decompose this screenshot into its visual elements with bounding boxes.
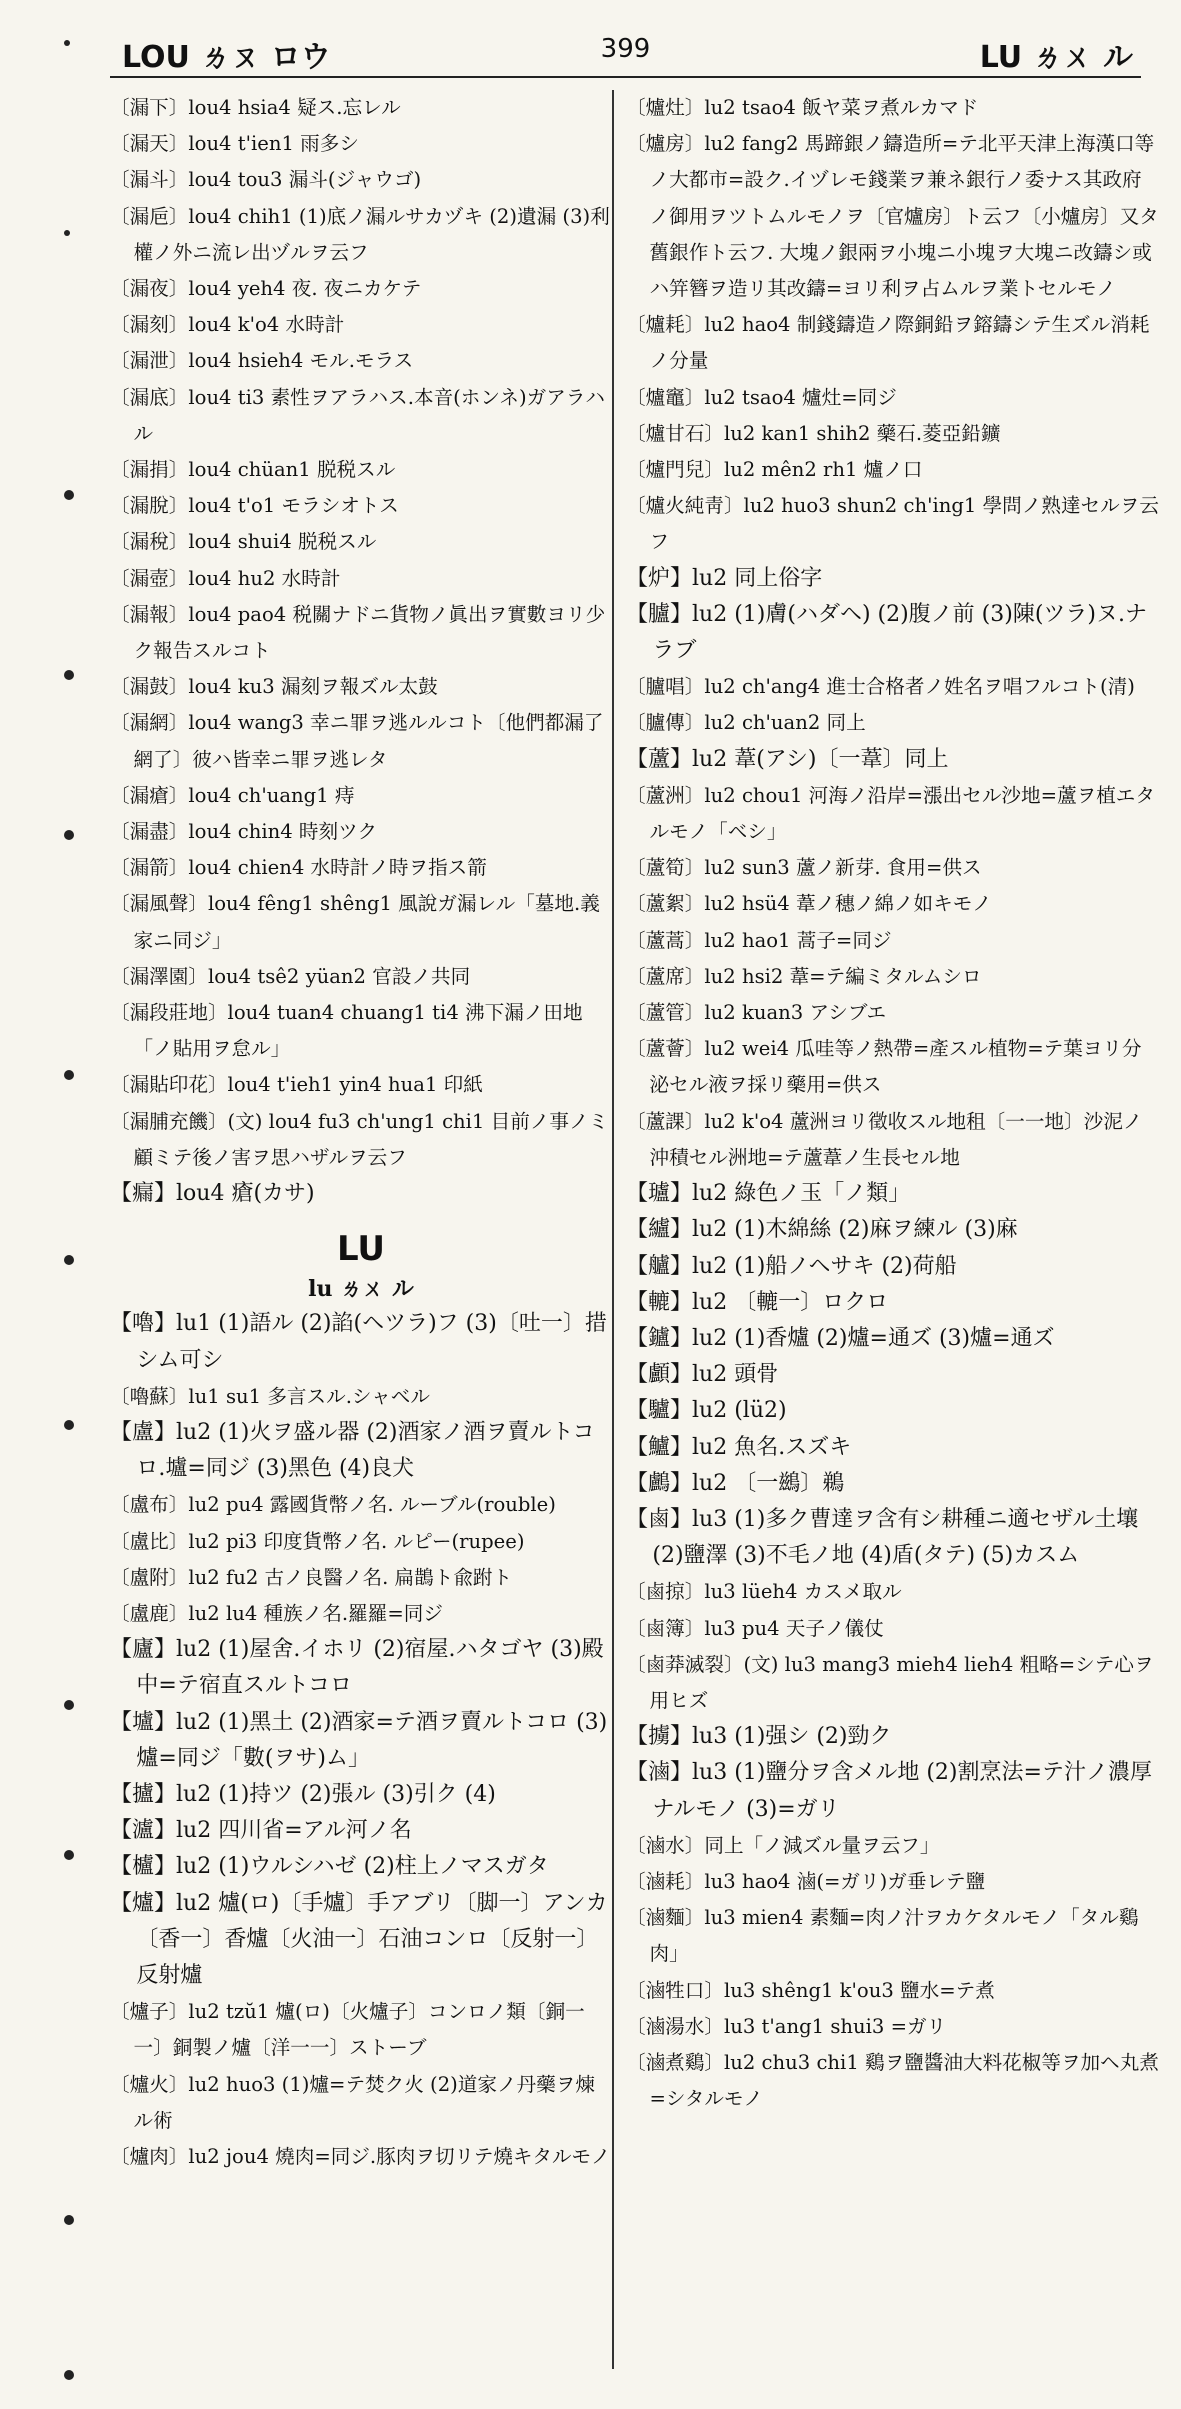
dictionary-entry: 〔盧附〕lu2 fu2 古ノ良醫ノ名. 扁鵲ト兪跗ト bbox=[110, 1565, 513, 1589]
headword-entry: 【蘆】lu2 葦(アシ)〔一葦〕同上 bbox=[626, 746, 949, 772]
dictionary-entry: 〔漏報〕lou4 pao4 税關ナドニ貨物ノ眞出ヲ實數ヨリ少ク報告スルコト bbox=[110, 602, 606, 663]
dictionary-entry: 〔蘆蒿〕lu2 hao1 蒿子=同ジ bbox=[626, 928, 892, 952]
dictionary-entry: 〔盧布〕lu2 pu4 露國貨幣ノ名. ルーブル(rouble) bbox=[110, 1493, 556, 1517]
dictionary-entry: 〔滷麵〕lu3 mien4 素麵=肉ノ汁ヲカケタルモノ「タル鷄肉」 bbox=[626, 1906, 1139, 1966]
dictionary-entry: 〔蘆薈〕lu2 wei4 瓜哇等ノ熱帶=產スル植物=テ葉ヨリ分泌セル液ヲ採リ藥用=供ス bbox=[626, 1037, 1142, 1097]
dictionary-entry: 〔漏斗〕lou4 tou3 漏斗(ジャウゴ) bbox=[110, 168, 422, 192]
dictionary-entry: 〔滷水〕同上「ノ減ズル量ヲ云フ」 bbox=[626, 1833, 940, 1857]
headword-entry: 【瓐】lu2 綠色ノ玉「ノ類」 bbox=[626, 1181, 911, 1207]
dictionary-entry: 〔漏段莊地〕lou4 tuan4 chuang1 ti4 沸下漏ノ田地「ノ貼用ヲ怠ル」 bbox=[110, 1001, 583, 1061]
headword-entry: 【攎】lu2 (1)持ツ (2)張ル (3)引ク (4) bbox=[110, 1781, 496, 1807]
dictionary-entry: 〔嚕蘇〕lu1 su1 多言スル.シャベル bbox=[110, 1384, 430, 1408]
dictionary-entry: 〔爐火純靑〕lu2 huo3 shun2 ch'ing1 學問ノ熟達セルヲ云フ bbox=[626, 494, 1159, 554]
dictionary-entry: 〔漏巵〕lou4 chih1 (1)底ノ漏ルサカヅキ (2)遺漏 (3)利權ノ外ニ流レ出ヅルヲ云フ bbox=[110, 204, 610, 264]
dictionary-entry: 〔爐火〕lu2 huo3 (1)爐=テ焚ク火 (2)道家ノ丹藥ヲ煉ル術 bbox=[110, 2072, 595, 2132]
margin-mark bbox=[64, 1070, 74, 1080]
dictionary-entry: 〔漏鼓〕lou4 ku3 漏刻ヲ報ズル太鼓 bbox=[110, 675, 438, 699]
dictionary-entry: 〔漏底〕lou4 ti3 素性ヲアラハス.本音(ホンネ)ガアラハル bbox=[110, 385, 606, 445]
dictionary-entry: 〔蘆筍〕lu2 sun3 蘆ノ新芽. 食用=供ス bbox=[626, 856, 982, 880]
dictionary-entry: 〔蘆洲〕lu2 chou1 河海ノ沿岸=漲出セル沙地=蘆ヲ植エタルモノ「ベシ」 bbox=[626, 783, 1155, 844]
dictionary-entry: 〔爐子〕lu2 tzŭ1 爐(ロ)〔火爐子〕コンロノ類〔銅一一〕銅製ノ爐〔洋一一〕ストーブ bbox=[110, 2000, 585, 2060]
dictionary-entry: 〔鹵簿〕lu3 pu4 天子ノ儀仗 bbox=[626, 1616, 884, 1640]
headword-entry: 【驢】lu2 (lü2) bbox=[626, 1398, 787, 1424]
dictionary-entry: 〔蘆課〕lu2 k'o4 蘆洲ヨリ徵收スル地租〔一一地〕沙泥ノ沖積セル洲地=テ蘆葦ノ生長セル地 bbox=[626, 1109, 1143, 1169]
dictionary-entry: 〔蘆絮〕lu2 hsü4 葦ノ穗ノ綿ノ如キモノ bbox=[626, 892, 992, 916]
headword-entry: 【纑】lu2 (1)木綿絲 (2)麻ヲ練ル (3)麻 bbox=[626, 1217, 1018, 1243]
headword-entry: 【盧】lu2 (1)火ヲ盛ル器 (2)酒家ノ酒ヲ賣ルトコロ.壚=同ジ (3)黑色 (4)良犬 bbox=[110, 1419, 595, 1482]
dictionary-entry: 〔爐灶〕lu2 tsao4 飯ヤ菜ヲ煮ルカマド bbox=[626, 96, 979, 119]
left-column bbox=[110, 90, 612, 2369]
dictionary-entry: 〔漏稅〕lou4 shui4 脱税スル bbox=[110, 530, 377, 554]
dictionary-entry: 〔漏脫〕lou4 t'o1 モラシオトス bbox=[110, 494, 399, 518]
dictionary-entry: 〔滷牲口〕lu3 shêng1 k'ou3 鹽水=テ煮 bbox=[626, 1978, 995, 2002]
dictionary-entry: 〔漏貼印花〕lou4 t'ieh1 yin4 hua1 印紙 bbox=[110, 1073, 483, 1097]
page-number: 399 bbox=[600, 34, 651, 64]
dictionary-entry: 〔滷耗〕lu3 hao4 滷(=ガリ)ガ垂レテ鹽 bbox=[626, 1869, 986, 1893]
header-left-label: LOU ㄌㄡ ロウ bbox=[122, 40, 331, 75]
dictionary-entry: 〔漏箭〕lou4 chien4 水時計ノ時ヲ指ス箭 bbox=[110, 856, 487, 880]
dictionary-entry: 〔漏瘡〕lou4 ch'uang1 痔 bbox=[110, 783, 355, 807]
headword-entry: 【滷】lu3 (1)鹽分ヲ含メル地 (2)割烹法=テ汁ノ濃厚ナルモノ (3)=ガリ bbox=[626, 1760, 1152, 1822]
left-margin bbox=[0, 0, 100, 2409]
page-header bbox=[110, 28, 1141, 78]
margin-mark bbox=[64, 230, 70, 236]
section-subtitle: lu ㄌㄨ ル bbox=[308, 1276, 414, 1303]
margin-mark bbox=[64, 670, 74, 680]
headword-entry: 【廬】lu2 (1)屋舍.イホリ (2)宿屋.ハタゴヤ (3)殿中=テ宿直スルトコロ bbox=[110, 1637, 604, 1699]
dictionary-entry: 〔漏天〕lou4 t'ien1 雨多シ bbox=[110, 132, 359, 156]
dictionary-entry: 〔爐房〕lu2 fang2 馬蹄銀ノ鑄造所=テ北平天津上海漢口等ノ大都市=設ク.イヅレモ錢業ヲ兼ネ銀行ノ委ナス其政府ノ御用ヲツトムルモノヲ〔官爐房〕ト云フ〔小爐房〕又タ舊銀作ト云フ. 大塊ノ銀兩ヲ小塊ニ小塊ヲ大塊ニ改鑄シ或ハ笄簪ヲ造リ其改鑄=ヨリ利ヲ占ムルヲ業トセルモノ bbox=[626, 132, 1159, 301]
dictionary-entry: 〔爐肉〕lu2 jou4 燒肉=同ジ.豚肉ヲ切リテ燒キタルモノ bbox=[110, 2144, 611, 2168]
dictionary-entry: 〔盧鹿〕lu2 lu4 種族ノ名.羅羅=同ジ bbox=[110, 1601, 443, 1625]
section-title: LU bbox=[336, 1229, 386, 1270]
margin-mark bbox=[64, 2370, 74, 2380]
headword-entry: 【艫】lu2 (1)船ノヘサキ (2)荷船 bbox=[626, 1253, 957, 1279]
dictionary-entry: 〔漏下〕lou4 hsia4 疑ス.忘レル bbox=[110, 96, 401, 119]
dictionary-entry: 〔鹵莽滅裂〕(文) lu3 mang3 mieh4 lieh4 粗略=シテ心ヲ用ヒズ bbox=[626, 1652, 1154, 1712]
margin-mark bbox=[64, 1420, 74, 1430]
headword-entry: 【瘺】lou4 瘡(カサ) bbox=[110, 1181, 315, 1207]
headword-entry: 【櫨】lu2 (1)ウルシハゼ (2)柱上ノマスガタ bbox=[110, 1854, 549, 1880]
dictionary-entry: 〔滷煮鷄〕lu2 chu3 chi1 鷄ヲ鹽醬油大料花椒等ヲ加ヘ丸煮=シタルモノ bbox=[626, 2050, 1159, 2111]
dictionary-entry: 〔鹵掠〕lu3 lüeh4 カスメ取ル bbox=[626, 1580, 902, 1604]
margin-mark bbox=[64, 40, 70, 46]
right-column bbox=[612, 90, 1159, 2369]
margin-mark bbox=[64, 830, 74, 840]
headword-entry: 【瀘】lu2 四川省=アル河ノ名 bbox=[110, 1818, 412, 1844]
dictionary-entry: 〔漏捐〕lou4 chüan1 脱税スル bbox=[110, 458, 396, 482]
header-right-label: LU ㄌㄨ ル bbox=[979, 40, 1133, 75]
margin-mark bbox=[64, 490, 74, 500]
dictionary-entry: 〔蘆席〕lu2 hsi2 葦=テ編ミタルムシロ bbox=[626, 964, 982, 988]
margin-mark bbox=[64, 1850, 74, 1860]
headword-entry: 【鑪】lu2 (1)香爐 (2)爐=通ズ (3)爐=通ズ bbox=[626, 1325, 1055, 1351]
dictionary-entry: 〔漏盡〕lou4 chin4 時刻ツク bbox=[110, 820, 378, 844]
dictionary-entry: 〔爐甘石〕lu2 kan1 shih2 藥石.菱亞鉛鑛 bbox=[626, 421, 1001, 445]
dictionary-entry: 〔漏脯充饑〕(文) lou4 fu3 ch'ung1 chi1 目前ノ事ノミ顧ミテ後ノ害ヲ思ハザルヲ云フ bbox=[110, 1109, 609, 1169]
headword-entry: 【顱】lu2 頭骨 bbox=[626, 1362, 779, 1388]
dictionary-entry: 〔臚唱〕lu2 ch'ang4 進士合格者ノ姓名ヲ唱フルコト(清) bbox=[626, 675, 1135, 699]
dictionary-entry: 〔漏泄〕lou4 hsieh4 モル.モラス bbox=[110, 349, 414, 373]
dictionary-entry: 〔臚傳〕lu2 ch'uan2 同上 bbox=[626, 711, 866, 735]
headword-entry: 【鱸】lu2 魚名.スズキ bbox=[626, 1434, 852, 1460]
headword-entry: 【鸕】lu2 〔一鷀〕鵜 bbox=[626, 1470, 845, 1496]
headword-entry: 【鹵】lu3 (1)多ク曹達ヲ含有シ耕種ニ適セザル土壤 (2)鹽澤 (3)不毛ノ地 (4)盾(タテ) (5)カスム bbox=[626, 1506, 1139, 1569]
dictionary-entry: 〔蘆管〕lu2 kuan3 アシブエ bbox=[626, 1001, 887, 1025]
headword-entry: 【擄】lu3 (1)强シ (2)勁ク bbox=[626, 1724, 892, 1750]
headword-entry: 【轆】lu2 〔轆一〕ロクロ bbox=[626, 1289, 889, 1315]
dictionary-entry: 〔盧比〕lu2 pi3 印度貨幣ノ名. ルピー(rupee) bbox=[110, 1529, 525, 1553]
dictionary-entry: 〔漏風聲〕lou4 fêng1 shêng1 風說ガ漏レル「墓地.義家ニ同ジ」 bbox=[110, 892, 600, 952]
dictionary-entry: 〔爐竈〕lu2 tsao4 爐灶=同ジ bbox=[626, 385, 897, 409]
headword-entry: 【爐】lu2 爐(ロ)〔手爐〕手アブリ〔脚一〕アンカ〔香一〕香爐〔火油一〕石油コンロ〔反射一〕反射爐 bbox=[110, 1890, 608, 1988]
dictionary-entry: 〔漏夜〕lou4 yeh4 夜. 夜ニカケテ bbox=[110, 277, 422, 301]
headword-entry: 【嚕】lu1 (1)語ル (2)諂(ヘツラ)フ (3)〔吐一〕措シム可シ bbox=[110, 1311, 607, 1373]
dictionary-entry: 〔滷湯水〕lu3 t'ang1 shui3 =ガリ bbox=[626, 2014, 947, 2038]
headword-entry: 【炉】lu2 同上俗字 bbox=[626, 565, 823, 591]
headword-entry: 【壚】lu2 (1)黑土 (2)酒家=テ酒ヲ賣ルトコロ (3)爐=同ジ「數(ヲサ)ム」 bbox=[110, 1709, 608, 1771]
margin-mark bbox=[64, 2215, 74, 2225]
dictionary-entry: 〔爐耗〕lu2 hao4 制錢鑄造ノ際銅鉛ヲ鎔鑄シテ生ズル消耗ノ分量 bbox=[626, 313, 1150, 373]
dictionary-entry: 〔漏刻〕lou4 k'o4 水時計 bbox=[110, 313, 345, 337]
margin-mark bbox=[64, 1700, 74, 1710]
dictionary-entry: 〔漏澤園〕lou4 tsê2 yüan2 官設ノ共同 bbox=[110, 964, 471, 988]
margin-mark bbox=[64, 1255, 74, 1265]
dictionary-entry: 〔漏壺〕lou4 hu2 水時計 bbox=[110, 566, 341, 590]
headword-entry: 【臚】lu2 (1)膚(ハダヘ) (2)腹ノ前 (3)陳(ツラ)ヌ.ナラブ bbox=[626, 601, 1147, 664]
dictionary-entry: 〔漏網〕lou4 wang3 幸ニ罪ヲ逃ルルコト〔他們都漏了網了〕彼ハ皆幸ニ罪ヲ逃レタ bbox=[110, 711, 604, 771]
dictionary-entry: 〔爐門兒〕lu2 mên2 rh1 爐ノ口 bbox=[626, 458, 923, 482]
